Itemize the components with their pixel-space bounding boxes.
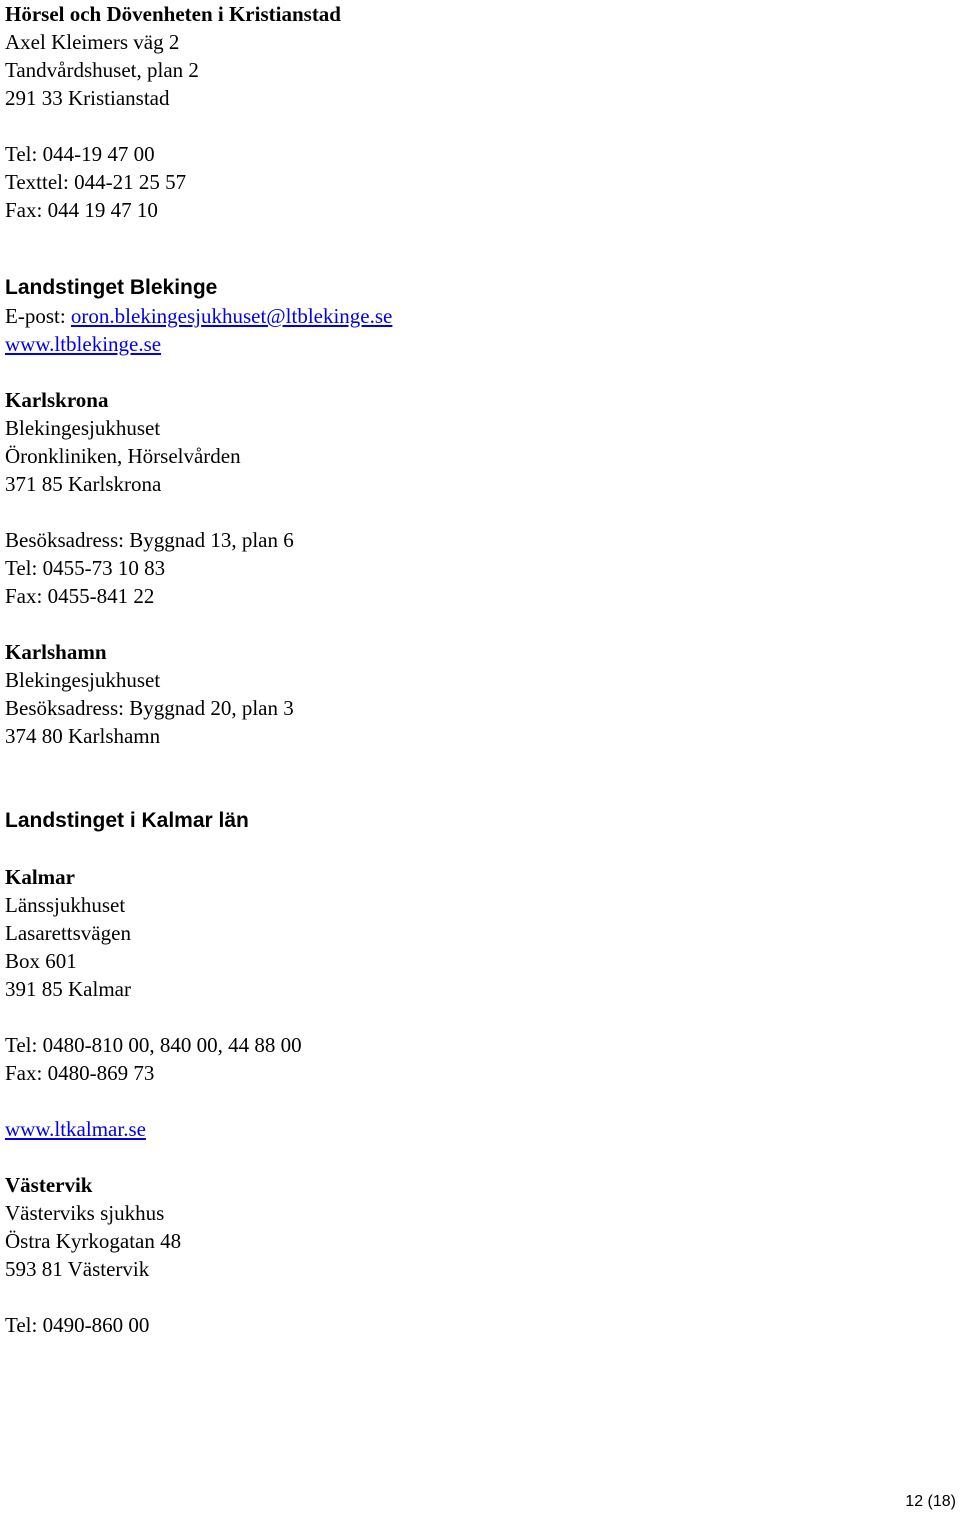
address-line: Öronkliniken, Hörselvården (5, 444, 241, 468)
visit-address-line: Besöksadress: Byggnad 20, plan 3 (5, 696, 294, 720)
texttel-line: Texttel: 044-21 25 57 (5, 170, 187, 194)
address-line: Tandvårdshuset, plan 2 (5, 58, 199, 82)
region-heading: Landstinget Blekinge (5, 276, 218, 299)
address-line: 391 85 Kalmar (5, 977, 131, 1001)
phone-line: Tel: 0480-810 00, 840 00, 44 88 00 (5, 1033, 302, 1057)
document-page (5, 0, 945, 1339)
address-line: Blekingesjukhuset (5, 416, 161, 440)
fax-line: Fax: 0480-869 73 (5, 1061, 155, 1085)
address-line: Östra Kyrkogatan 48 (5, 1229, 182, 1253)
kristianstad-section (5, 0, 945, 224)
region-heading: Landstinget i Kalmar län (5, 809, 249, 832)
fax-line: Fax: 0455-841 22 (5, 584, 155, 608)
vastervik-title: Västervik (5, 1173, 93, 1197)
email-label: E-post: (5, 304, 71, 328)
kalmar-title: Kalmar (5, 865, 75, 889)
kristianstad-title: Hörsel och Dövenheten i Kristianstad (5, 2, 341, 26)
blekinge-section (5, 274, 945, 750)
karlskrona-title: Karlskrona (5, 388, 109, 412)
address-line: Västerviks sjukhus (5, 1201, 165, 1225)
website-link[interactable]: www.ltkalmar.se (5, 1117, 146, 1141)
page-number: 12 (18) (905, 1493, 956, 1510)
email-link[interactable]: oron.blekingesjukhuset@ltblekinge.se (70, 304, 393, 328)
phone-line: Tel: 044-19 47 00 (5, 142, 155, 166)
address-line: Axel Kleimers väg 2 (5, 30, 180, 54)
address-line: Lasarettsvägen (5, 921, 131, 945)
kalmar-lan-section (5, 807, 945, 1339)
website-line (5, 330, 945, 358)
address-line: 374 80 Karlshamn (5, 724, 161, 748)
website-line (5, 1115, 945, 1143)
website-link[interactable]: www.ltblekinge.se (5, 332, 162, 356)
email-line (5, 302, 945, 330)
address-line: Box 601 (5, 949, 77, 973)
karlshamn-title: Karlshamn (5, 640, 107, 664)
address-line: 593 81 Västervik (5, 1257, 150, 1281)
address-line: 291 33 Kristianstad (5, 86, 170, 110)
phone-line: Tel: 0455-73 10 83 (5, 556, 166, 580)
address-line: Länssjukhuset (5, 893, 126, 917)
fax-line: Fax: 044 19 47 10 (5, 198, 158, 222)
address-line: Blekingesjukhuset (5, 668, 161, 692)
address-line: 371 85 Karlskrona (5, 472, 162, 496)
visit-address-line: Besöksadress: Byggnad 13, plan 6 (5, 528, 294, 552)
phone-line: Tel: 0490-860 00 (5, 1313, 150, 1337)
